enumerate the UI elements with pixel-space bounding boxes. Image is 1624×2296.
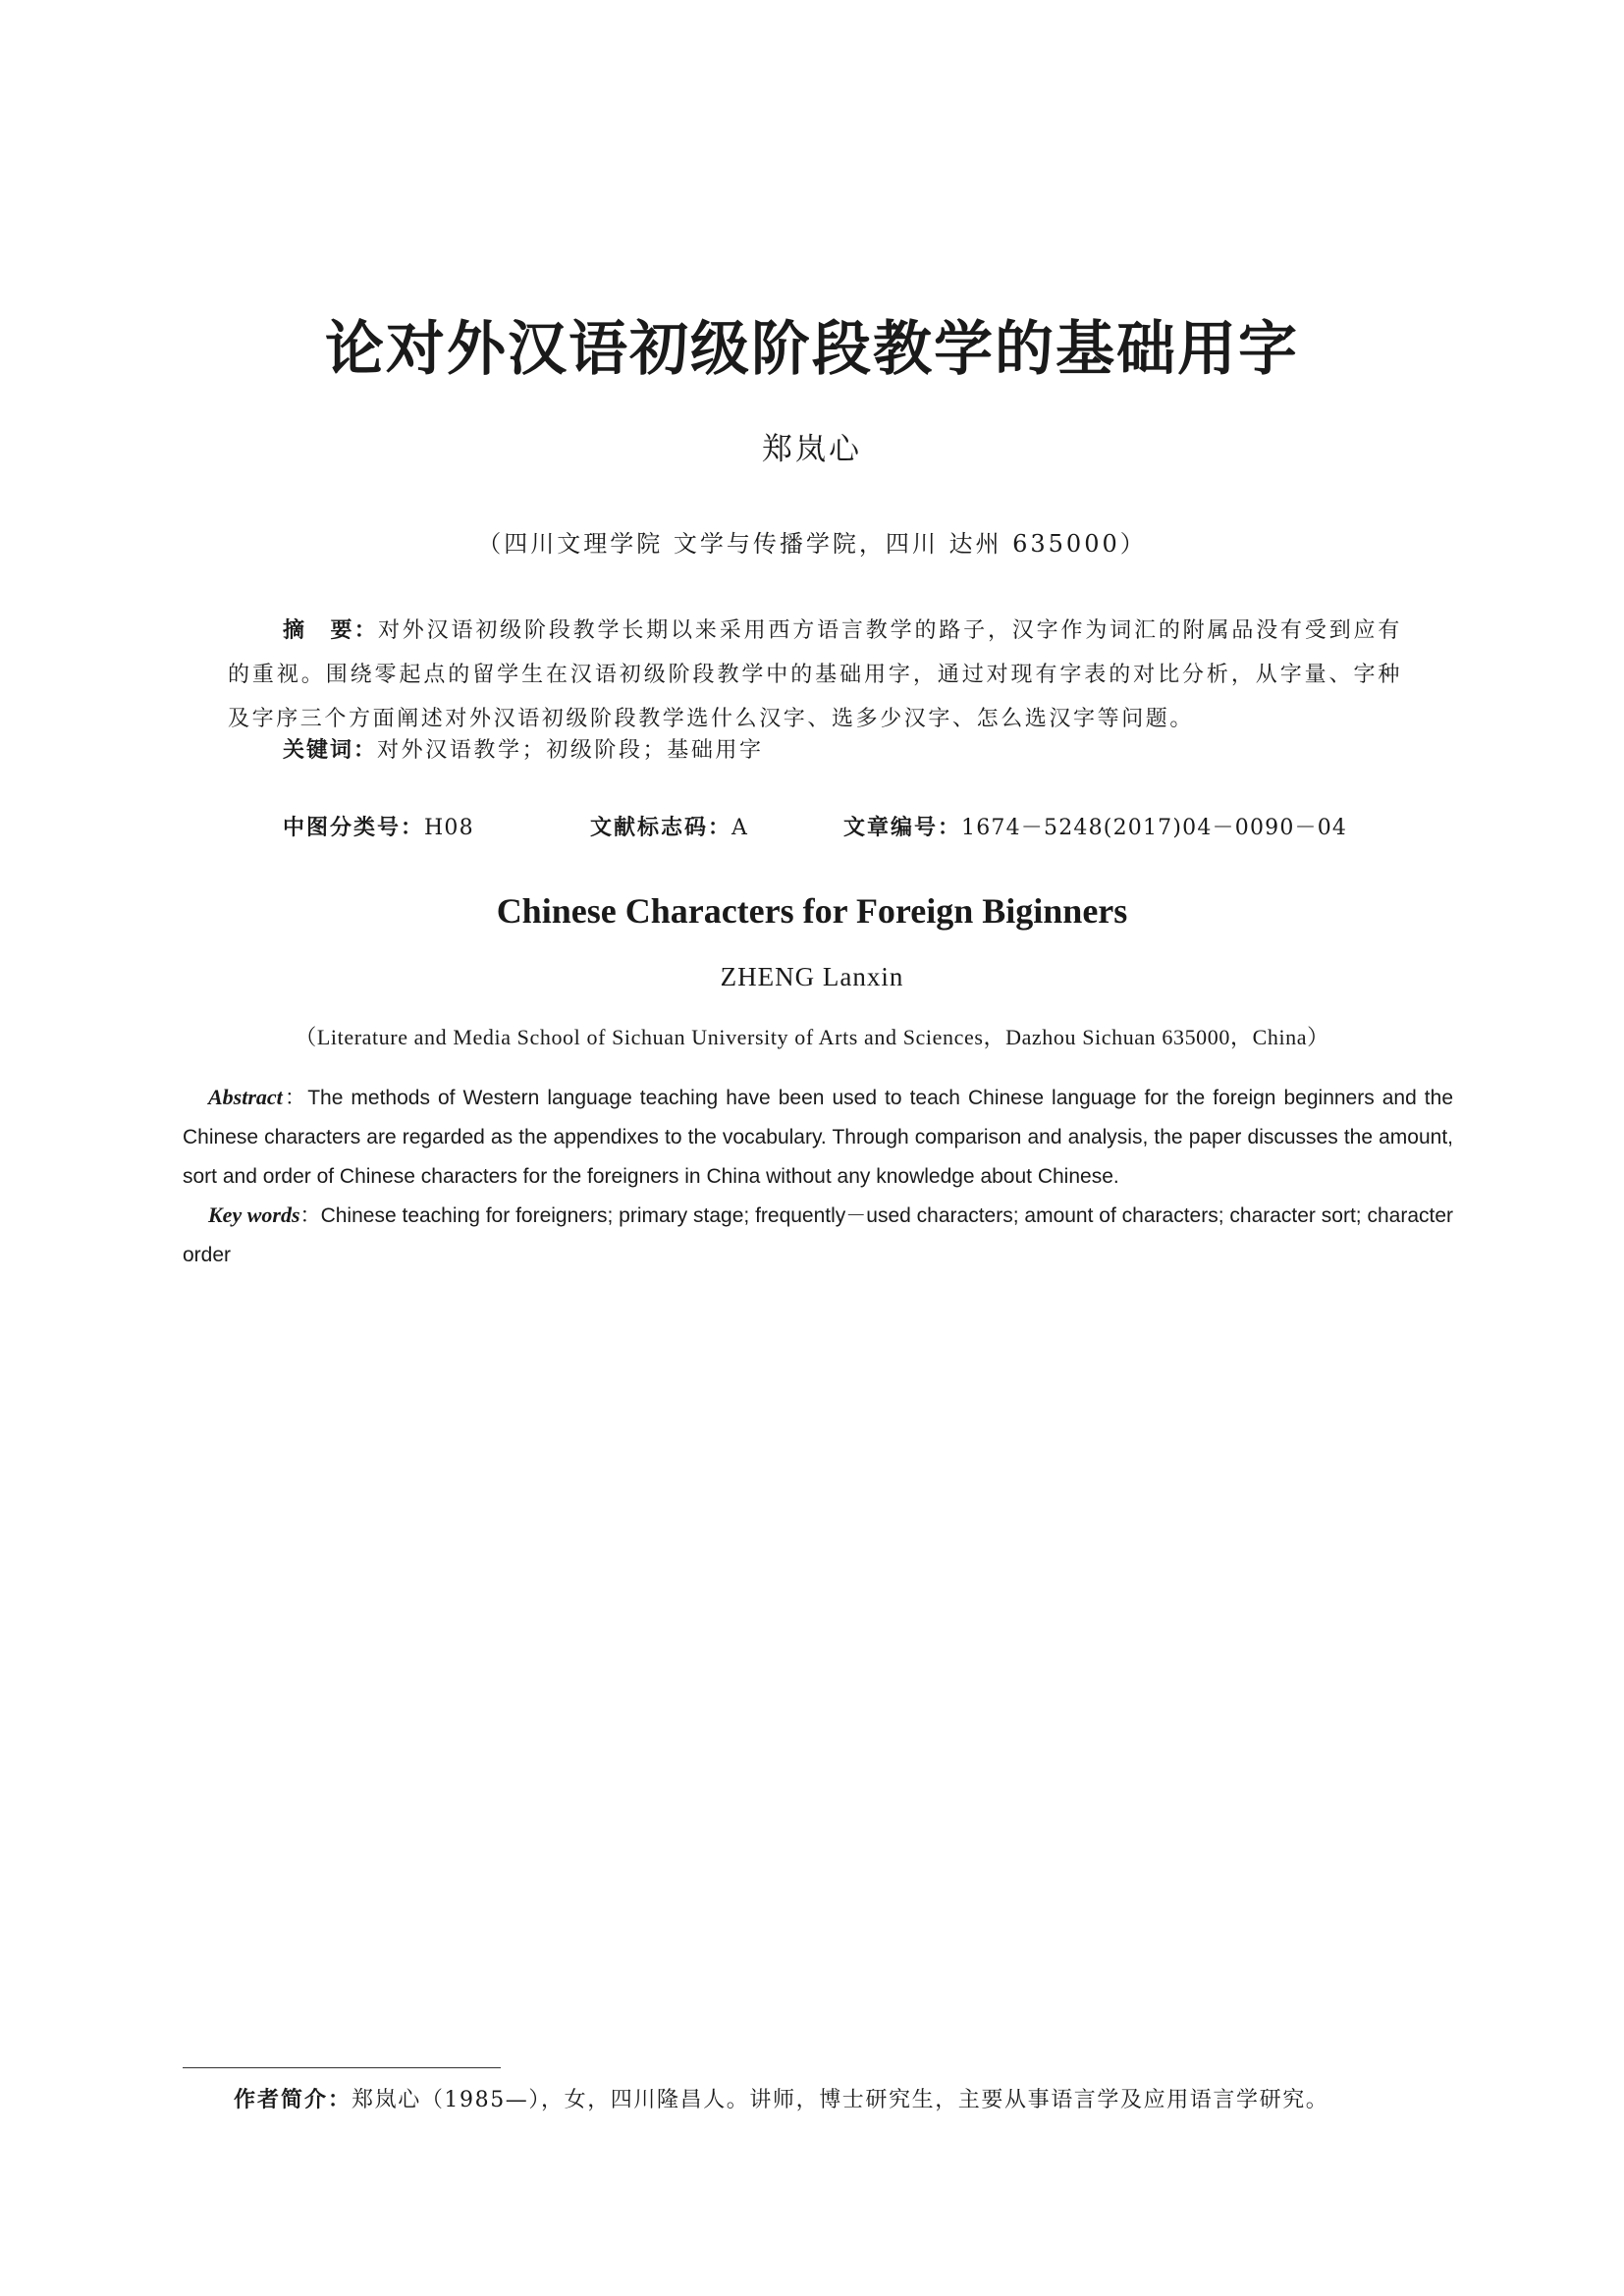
en-keywords-label: Key words — [208, 1202, 300, 1227]
cn-abstract-text: 对外汉语初级阶段教学长期以来采用西方语言教学的路子，汉字作为词汇的附属品没有受到应有的重视。围绕零起点的留学生在汉语初级阶段教学中的基础用字，通过对现有字表的对比分析，从字量、字种及字序三个方面阐述对外汉语初级阶段教学选什么汉字、选多少汉字、怎么选汉字等问题。 — [228, 618, 1402, 731]
cn-author-name: 郑岚心 — [762, 432, 862, 467]
en-affiliation: （Literature and Media School of Sichuan University of Arts and Sciences，Dazhou Sichuan 635000，China） — [295, 1025, 1329, 1049]
author-footnote — [234, 2081, 1451, 2120]
footnote-text: 郑岚心（1985—），女，四川隆昌人。讲师，博士研究生，主要从事语言学及应用语言学研究。 — [352, 2088, 1329, 2112]
cn-keywords — [283, 731, 1402, 771]
en-keywords — [183, 1196, 1453, 1275]
footnote-divider — [183, 2067, 501, 2068]
cn-affiliation: （四川文理学院 文学与传播学院，四川 达州 635000） — [477, 530, 1147, 558]
clc-label: 中图分类号： — [283, 816, 425, 840]
cn-keywords-label: 关键词： — [283, 738, 378, 763]
footnote-label: 作者简介： — [234, 2088, 352, 2112]
en-abstract-sep: ： — [282, 1087, 308, 1109]
cn-abstract — [228, 609, 1402, 741]
article-no-value: 1674－5248(2017)04－0090－04 — [961, 816, 1348, 840]
doc-code-value: A — [731, 816, 749, 840]
document-code — [590, 811, 748, 846]
cn-paper-title: 论对外汉语初级阶段教学的基础用字 — [325, 315, 1299, 384]
article-no-label: 文章编号： — [843, 816, 962, 840]
clc-number — [283, 811, 474, 846]
cn-abstract-label: 摘 要： — [283, 618, 378, 643]
en-keywords-text: Chinese teaching for foreigners; primary stage; frequently－used characters; amount of characters; character sort; character order — [183, 1204, 1454, 1266]
en-abstract — [183, 1078, 1453, 1197]
en-abstract-text: The methods of Western language teaching have been used to teach Chinese language for the foreign beginners and the Chinese characters are regarded as the appendixes to the vocabulary. Through comparison and analysis, the paper discusses the amount, sort and order of Chinese characters for the foreigners in China without any knowledge about Chinese. — [183, 1087, 1453, 1188]
cn-keywords-text: 对外汉语教学；初级阶段；基础用字 — [377, 738, 764, 763]
clc-value: H08 — [424, 816, 474, 840]
doc-code-label: 文献标志码： — [590, 816, 732, 840]
en-abstract-label: Abstract — [208, 1085, 283, 1109]
en-author-name: ZHENG Lanxin — [720, 962, 904, 991]
en-keywords-sep: ： — [299, 1204, 321, 1227]
en-paper-title: Chinese Characters for Foreign Biginners — [496, 891, 1128, 931]
article-number — [843, 811, 1347, 846]
